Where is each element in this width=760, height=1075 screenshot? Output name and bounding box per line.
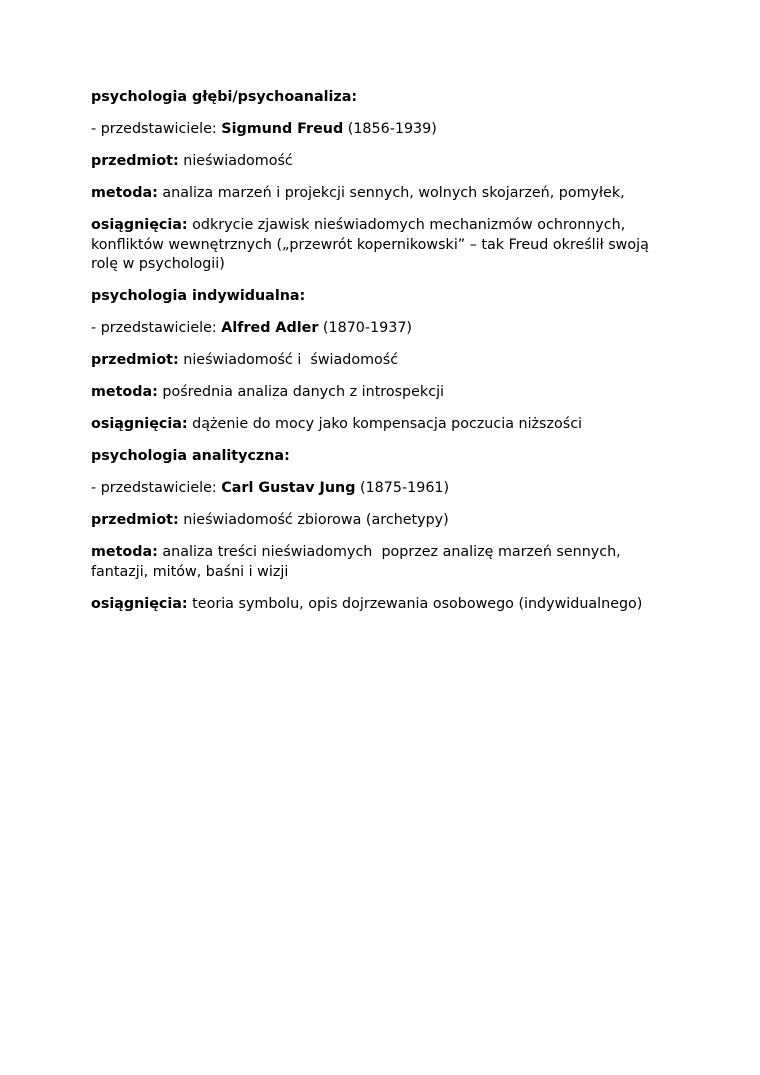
achievements-line: osiągnięcia: odkrycie zjawisk nieświadomych mechanizmów ochronnych, konfliktów wewnętrznych („przewrót kopernikowski” – tak Freud określił swoją rolę w psychologii) (91, 217, 649, 272)
representative-name: Alfred Adler (221, 320, 319, 336)
section-heading: psychologia analityczna: (91, 448, 290, 464)
subject-line: przedmiot: nieświadomość zbiorowa (archetypy) (91, 512, 449, 528)
subject-line: przedmiot: nieświadomość (91, 153, 293, 169)
method-line: metoda: analiza marzeń i projekcji sennych, wolnych skojarzeń, pomyłek, (91, 185, 625, 201)
representatives-line: - przedstawiciele: Sigmund Freud (1856-1939) (91, 121, 437, 137)
section-heading: psychologia głębi/psychoanaliza: (91, 89, 358, 105)
achievements-line: osiągnięcia: dążenie do mocy jako kompensacja poczucia niższości (91, 416, 583, 432)
achievements-line: osiągnięcia: teoria symbolu, opis dojrzewania osobowego (indywidualnego) (91, 595, 643, 612)
method-line: metoda: analiza treści nieświadomych poprzez analizę marzeń sennych, fantazji, mitów, baśni i wizji (91, 544, 621, 580)
representative-name: Carl Gustav Jung (221, 480, 356, 496)
representatives-line: - przedstawiciele: Carl Gustav Jung (1875-1961) (91, 480, 450, 496)
representative-name: Sigmund Freud (221, 121, 344, 137)
section-heading: psychologia indywidualna: (91, 288, 306, 304)
subject-line: przedmiot: nieświadomość i świadomość (91, 352, 399, 368)
method-line: metoda: pośrednia analiza danych z introspekcji (91, 384, 445, 400)
representatives-line: - przedstawiciele: Alfred Adler (1870-1937) (91, 320, 413, 336)
